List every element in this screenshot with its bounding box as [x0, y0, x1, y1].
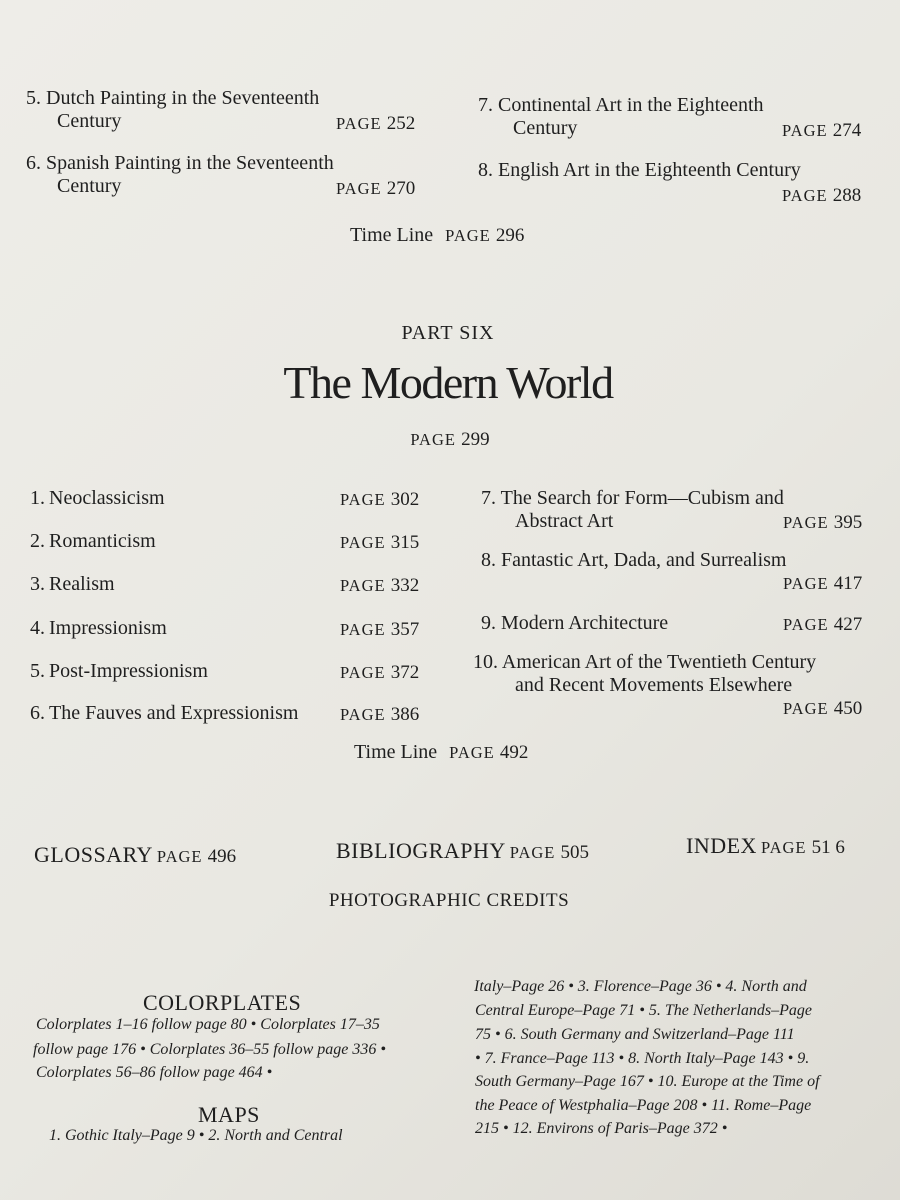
item-page: PAGE 372 [340, 662, 420, 683]
timeline-entry [354, 741, 528, 764]
item-page: PAGE 288 [782, 185, 862, 206]
maps-line: South Germany–Page 167 • 10. Europe at the Time of [475, 1073, 820, 1090]
maps-line: the Peace of Westphalia–Page 208 • 11. Rome–Page [475, 1097, 812, 1114]
item-number: 7. [481, 487, 496, 509]
item-number: 8. [481, 549, 496, 571]
item-title: The Fauves and Expressionism [49, 702, 299, 724]
item-number: 8. [478, 159, 493, 181]
item-page: PAGE 427 [783, 614, 863, 635]
item-title-cont: Century [513, 117, 578, 139]
item-title-cont: Abstract Art [515, 510, 614, 532]
item-page: PAGE 274 [782, 120, 862, 141]
item-number: 1. [30, 487, 45, 509]
timeline-label: Time Line [350, 224, 434, 246]
item-title: The Search for Form—Cubism and [500, 487, 784, 509]
item-title: English Art in the Eighteenth Century [498, 159, 801, 181]
item-title: Neoclassicism [49, 487, 165, 509]
item-title: Impressionism [49, 617, 167, 639]
item-page: PAGE 270 [336, 178, 416, 199]
item-page: PAGE 315 [340, 532, 420, 553]
timeline-label: Time Line [354, 741, 438, 763]
item-page: PAGE 395 [783, 512, 863, 533]
maps-line: 215 • 12. Environs of Paris–Page 372 • [475, 1120, 728, 1137]
item-number: 4. [30, 617, 45, 639]
item-page: PAGE 357 [340, 619, 420, 640]
item-title: Dutch Painting in the Seventeenth [46, 87, 320, 109]
toc-item [30, 702, 420, 725]
maps-line: • 7. France–Page 113 • 8. North Italy–Page 143 • 9. [475, 1050, 810, 1067]
glossary-entry [34, 842, 236, 868]
item-number: 5. [26, 87, 41, 109]
item-number: 5. [30, 660, 45, 682]
item-title: Post-Impressionism [49, 660, 208, 682]
item-page: PAGE 417 [783, 573, 863, 594]
item-title: Fantastic Art, Dada, and Surrealism [501, 549, 787, 571]
toc-item [30, 530, 420, 553]
item-title-cont: Century [57, 110, 122, 132]
item-number: 9. [481, 612, 496, 634]
item-number: 10. [473, 651, 498, 673]
item-number: 2. [30, 530, 45, 552]
item-page: PAGE 302 [340, 489, 420, 510]
part-page: PAGE 299 [410, 429, 490, 450]
bibliography-entry [336, 838, 589, 864]
item-page: PAGE 450 [783, 698, 863, 719]
toc-item [30, 660, 420, 683]
item-number: 6. [30, 702, 45, 724]
item-title: Romanticism [49, 530, 156, 552]
toc-item [30, 487, 420, 510]
index-page: PAGE 51 6 [760, 837, 845, 858]
item-page: PAGE 332 [340, 575, 420, 596]
photographic-credits: PHOTOGRAPHIC CREDITS [328, 890, 570, 911]
item-title-cont: and Recent Movements Elsewhere [515, 674, 793, 696]
item-page: PAGE 386 [340, 704, 420, 725]
part-title: The Modern World [283, 357, 613, 408]
glossary-label: GLOSSARY [34, 842, 153, 867]
item-title-cont: Century [57, 175, 122, 197]
bibliography-page: PAGE 505 [509, 842, 589, 863]
item-number: 7. [478, 94, 493, 116]
maps-line: Italy–Page 26 • 3. Florence–Page 36 • 4. North and [474, 978, 807, 995]
bibliography-label: BIBLIOGRAPHY [336, 838, 506, 863]
maps-line: Central Europe–Page 71 • 5. The Netherlands–Page [475, 1002, 812, 1019]
maps-line: 75 • 6. South Germany and Switzerland–Page 111 [475, 1026, 795, 1043]
colorplates-line: Colorplates 56–86 follow page 464 • [36, 1064, 273, 1081]
index-label: INDEX [686, 833, 757, 858]
timeline-entry [350, 224, 524, 247]
timeline-page: PAGE 492 [449, 742, 529, 763]
colorplates-line: follow page 176 • Colorplates 36–55 follow page 336 • [33, 1041, 386, 1058]
index-entry [686, 833, 845, 859]
item-title: Modern Architecture [501, 612, 669, 634]
colorplates-line: Colorplates 1–16 follow page 80 • Colorplates 17–35 [36, 1016, 380, 1033]
item-number: 3. [30, 573, 45, 595]
glossary-page: PAGE 496 [156, 846, 237, 867]
part-label: PART SIX [401, 322, 495, 344]
item-title: Realism [49, 573, 115, 595]
colorplates-heading: COLORPLATES [143, 990, 302, 1015]
item-title: Continental Art in the Eighteenth [498, 94, 764, 116]
timeline-page: PAGE 296 [445, 225, 525, 246]
item-number: 6. [26, 152, 41, 174]
item-page: PAGE 252 [336, 113, 416, 134]
maps-line: 1. Gothic Italy–Page 9 • 2. North and Central [49, 1127, 343, 1144]
toc-item [30, 573, 420, 596]
toc-item [30, 617, 420, 640]
item-title: Spanish Painting in the Seventeenth [46, 152, 334, 174]
maps-heading: MAPS [198, 1102, 260, 1127]
item-title: American Art of the Twentieth Century [501, 651, 817, 673]
